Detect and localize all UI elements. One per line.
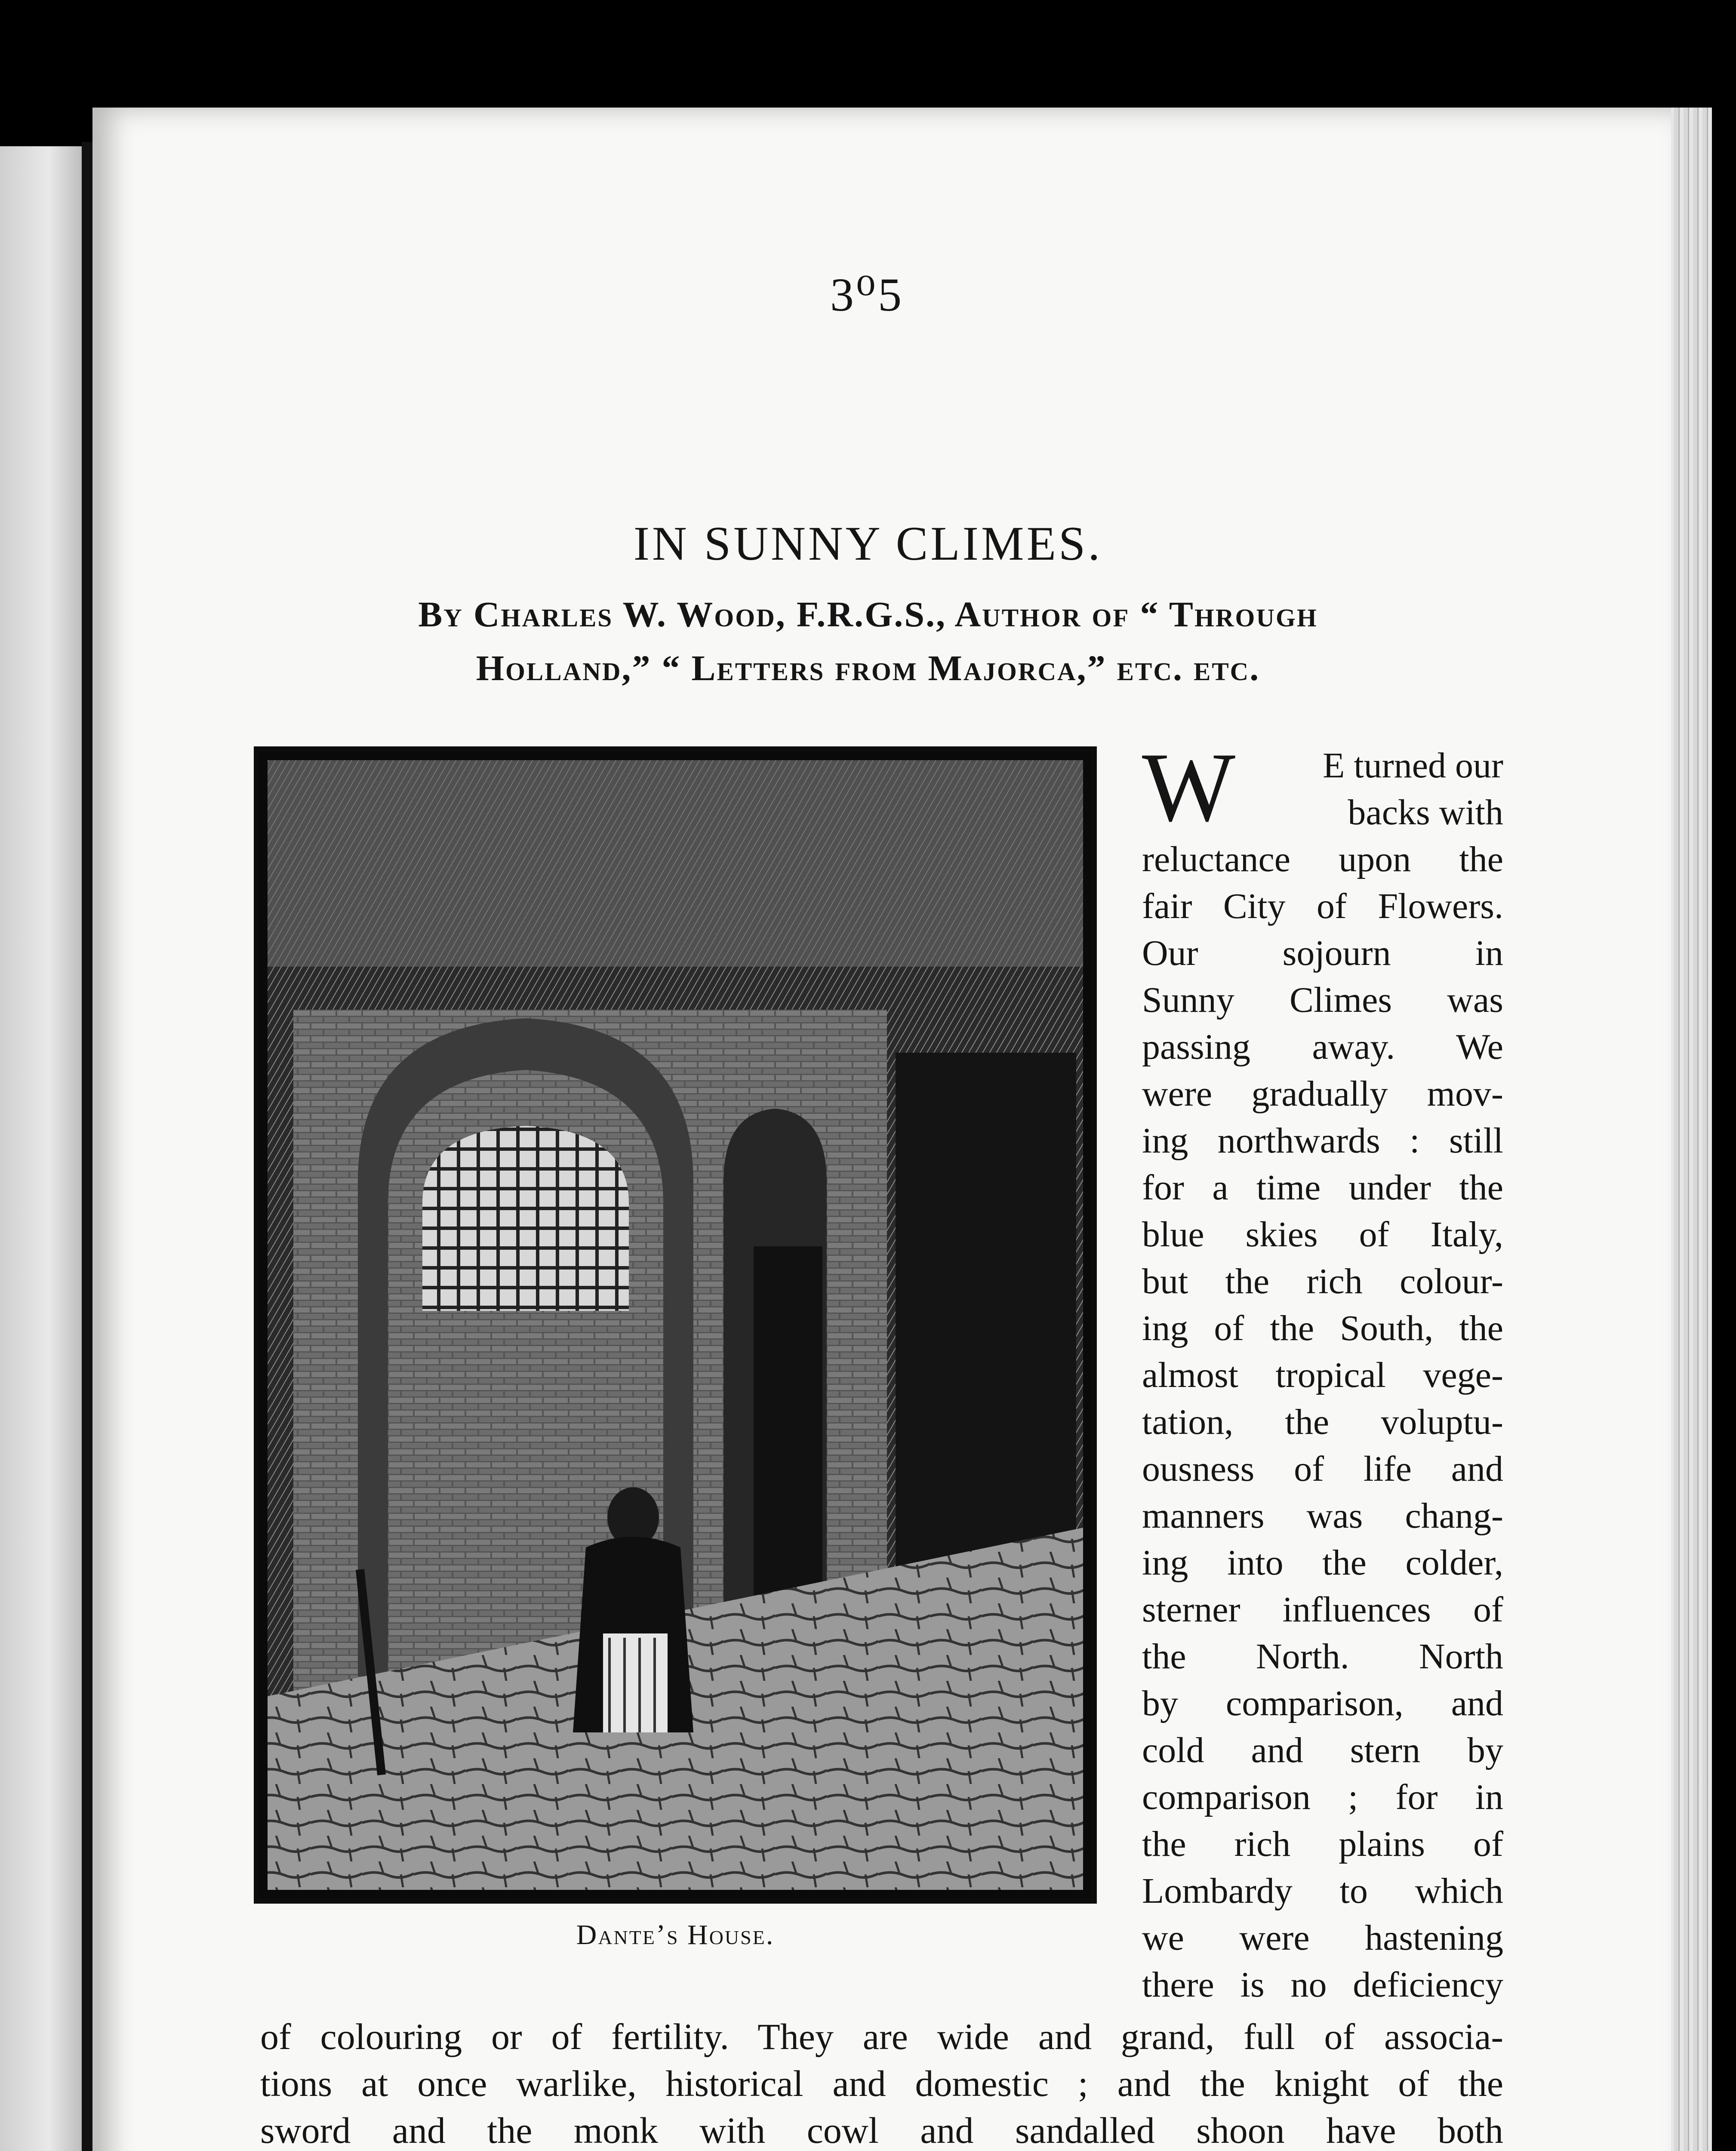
column-line: ousness of life and (1142, 1449, 1503, 1489)
paragraph-line: sword and the monk with cowl and sandalled shoon have both (260, 2110, 1503, 2151)
column-line: blue skies of Italy, (1142, 1214, 1503, 1254)
column-line: the rich plains of (1142, 1824, 1503, 1864)
engraving-picture (259, 752, 1092, 1898)
paragraph-1 (260, 2013, 1503, 2151)
column-line: sterner influences of (1142, 1590, 1503, 1630)
column-line: backs with (1348, 792, 1503, 832)
column-line: were gradually mov- (1142, 1074, 1503, 1114)
column-line: E turned our (1323, 746, 1503, 786)
column-line: for a time under the (1142, 1168, 1503, 1208)
page-number: 3⁰5 (830, 268, 905, 321)
column-line: manners was chang- (1142, 1496, 1503, 1536)
drop-cap: W (1142, 732, 1236, 842)
column-line: but the rich colour- (1142, 1261, 1503, 1301)
paragraph-line: tions at once warlike, historical and domestic ; and the knight of the (260, 2063, 1503, 2104)
column-line: Sunny Climes was (1142, 980, 1503, 1020)
column-line: ing of the South, the (1142, 1308, 1503, 1348)
byline-line-1: By Charles W. Wood, F.R.G.S., Author of “ Through (418, 595, 1318, 635)
column-line: Our sojourn in (1142, 933, 1503, 973)
column-line: cold and stern by (1142, 1730, 1503, 1770)
paragraph-line: of colouring or of fertility. They are wide and grand, full of associa- (260, 2016, 1503, 2057)
column-line: we were hastening (1142, 1918, 1503, 1958)
column-line: by comparison, and (1142, 1683, 1503, 1723)
column-line: reluctance upon the (1142, 839, 1503, 879)
article-title: IN SUNNY CLIMES. (633, 517, 1103, 570)
column-line: the North. North (1142, 1636, 1503, 1676)
illustration-caption: Dante’s House. (576, 1919, 775, 1951)
text-column-beside-illustration (1142, 732, 1503, 2008)
column-line: Lombardy to which (1142, 1871, 1503, 1911)
dantes-house-engraving (254, 746, 1097, 1904)
column-line: almost tropical vege- (1142, 1355, 1503, 1395)
column-line: tation, the voluptu- (1142, 1402, 1503, 1442)
column-line: ing into the colder, (1142, 1543, 1503, 1583)
column-line: fair City of Flowers. (1142, 886, 1503, 926)
column-line: there is no deficiency (1142, 1965, 1503, 2005)
column-line: comparison ; for in (1142, 1777, 1503, 1817)
page-edges (1665, 108, 1712, 2151)
previous-page-edge (0, 146, 82, 2151)
byline-line-2: Holland,” “ Letters from Majorca,” etc. etc. (476, 648, 1260, 688)
column-line: passing away. We (1142, 1027, 1503, 1067)
column-line: ing northwards : still (1142, 1121, 1503, 1161)
